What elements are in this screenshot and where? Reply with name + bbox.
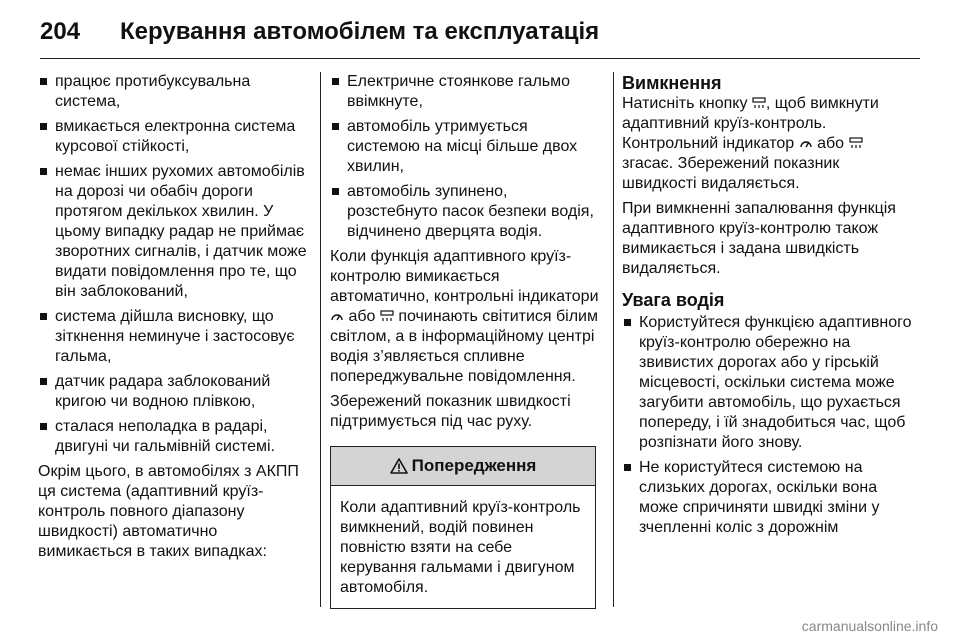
bullet-list <box>38 72 308 457</box>
warning-title: Попередження <box>411 456 537 475</box>
list-item: автомобіль утримується системою на місці більше двох хвилин, <box>330 117 602 177</box>
list-item: система дійшла висновку, що зіткнення неминуче і застосовує гальма, <box>38 307 308 367</box>
text: , щоб вимкнути адаптивний круїз-контроль. Контрольний індикатор <box>622 95 879 152</box>
warning-box <box>330 446 596 609</box>
warning-header <box>331 447 595 486</box>
acc-vehicle-indicator-icon <box>849 137 863 149</box>
list-item: Користуйтеся функцією адаптивного круїз-контролю обережно на звивистих дорогах або у гірській місцевості, оскільки система може загубити автомобіль, що рухається попереду, і їй знадобиться час, щоб розпізнати його знову. <box>622 313 912 453</box>
section-heading: Вимкнення <box>622 73 722 93</box>
acc-speedometer-indicator-icon <box>330 310 344 322</box>
column-2 <box>330 72 602 609</box>
text: або <box>817 135 845 152</box>
list-item: сталася неполадка в радарі, двигуні чи гальмівній системі. <box>38 417 308 457</box>
paragraph: Окрім цього, в автомобілях з АКПП ця система (адаптивний круїз-контроль повного діапазону швидкості) автоматично вимикається в таких випадках: <box>38 463 299 560</box>
text: або <box>348 308 376 325</box>
list-item: автомобіль зупинено, розстебнуто пасок безпеки водія, відчинено дверцята водія. <box>330 182 602 242</box>
paragraph <box>330 247 602 387</box>
list-item: працює протибуксувальна система, <box>38 72 308 112</box>
bullet-list <box>330 72 602 242</box>
column-3 <box>622 72 912 543</box>
paragraph: Збережений показник швидкості підтримується під час руху. <box>330 393 571 430</box>
acc-speedometer-indicator-icon <box>799 137 813 149</box>
column-1 <box>38 72 308 567</box>
warning-text: Коли адаптивний круїз-контроль вимкнений, водій повинен повністю взяти на себе керування гальмами і двигуном автомобіля. <box>340 499 581 596</box>
list-item: Електричне стоянкове гальмо ввімкнуте, <box>330 72 602 112</box>
bullet-list <box>622 313 912 538</box>
column-divider-right <box>613 72 614 607</box>
acc-vehicle-button-icon <box>752 97 766 109</box>
page-title: Керування автомобілем та експлуатація <box>120 18 600 45</box>
page-number: 204 <box>40 18 81 45</box>
section-heading: Увага водія <box>622 290 725 310</box>
text: Натисніть кнопку <box>622 95 748 112</box>
header-rule <box>40 58 920 59</box>
column-divider-left <box>320 72 321 607</box>
list-item: датчик радара заблокований кригою чи водною плівкою, <box>38 372 308 412</box>
list-item: Не користуйтеся системою на слизьких дорогах, оскільки вона може спричиняти швидкі зміни у зчепленні коліс з дорожнім <box>622 458 912 538</box>
page-header <box>40 10 920 54</box>
paragraph: При вимкненні запалювання функція адаптивного круїз-контролю також вимикається і задана швидкість видаляється. <box>622 200 896 277</box>
list-item: немає інших рухомих автомобілів на дорозі чи обабіч дороги протягом декількох хвилин. У цьому випадку радар не приймає зворотних сигналів, і датчик може видати повідомлення про те, що він заблокований, <box>38 162 308 302</box>
warning-triangle-icon <box>390 458 408 474</box>
list-item: вмикається електронна система курсової стійкості, <box>38 117 308 157</box>
text: згасає. Збережений показник швидкості видаляється. <box>622 155 840 192</box>
paragraph <box>622 94 912 194</box>
text: починають світитися білим світлом, а в інформаційному центрі водія з’являється спливне попереджувальне повідомлення. <box>330 308 598 385</box>
watermark: carmanualsonline.info <box>801 618 938 634</box>
text: Коли функція адаптивного круїз-контролю вимикається автоматично, контрольні індикатори <box>330 248 599 305</box>
acc-vehicle-indicator-icon <box>380 310 394 322</box>
